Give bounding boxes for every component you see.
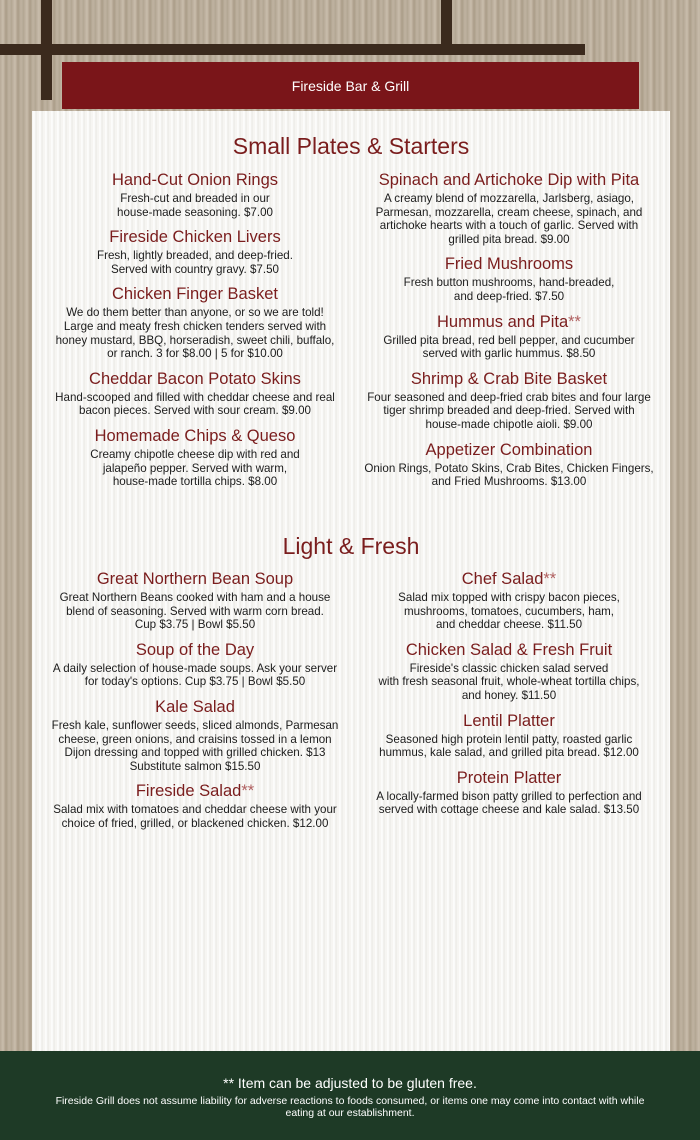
menu-item-name: Protein Platter	[456, 768, 562, 787]
menu-item-description: Fresh button mushrooms, hand-breaded, and deep-fried. $7.50	[403, 276, 615, 303]
footer	[0, 1051, 700, 1140]
menu-item-description: Hand-scooped and filled with cheddar cheese and real bacon pieces. Served with sour cream. $9.00	[55, 390, 335, 418]
menu-item	[354, 170, 664, 246]
menu-item	[354, 640, 664, 703]
menu-item-description: Four seasoned and deep-fried crab bites and four large tiger shrimp breaded and deep-fried. Served with house-made chipotle aioli. $9.00	[367, 390, 651, 431]
menu-item-description: Creamy chipotle cheese dip with red and jalapeño pepper. Served with warm, house-made tortilla chips. $8.00	[90, 447, 300, 489]
menu-item-description: Seasoned high protein lentil patty, roasted garlic hummus, kale salad, and grilled pita bread. $12.00	[379, 732, 639, 760]
menu-item-description: Great Northern Beans cooked with ham and a house blend of seasoning. Served with warm corn bread. Cup $3.75 | Bowl $5.50	[59, 591, 331, 632]
menu-item-description: Salad mix topped with crispy bacon pieces, mushrooms, tomatoes, cucumbers, ham, and cheddar cheese. $11.50	[398, 591, 620, 632]
menu-item-description: Fresh, lightly breaded, and deep-fried. Served with country gravy. $7.50	[97, 249, 293, 276]
menu-item-name: Spinach and Artichoke Dip with Pita	[378, 171, 640, 189]
menu-item-description: Onion Rings, Potato Skins, Crab Bites, Chicken Fingers, and Fried Mushrooms. $13.00	[364, 461, 654, 489]
menu-item-name: Lentil Platter	[463, 711, 555, 730]
menu-item	[40, 284, 350, 360]
liability-disclaimer: Fireside Grill does not assume liability for adverse reactions to foods consumed, or items one may come into contact with while eating at our establishment.	[55, 1095, 645, 1119]
wood-beam-vertical-right	[441, 0, 452, 48]
light-fresh-right-column	[354, 569, 664, 825]
menu-item-name: Soup of the Day	[135, 640, 255, 659]
menu-item-name: Fireside Chicken Livers	[109, 228, 281, 247]
menu-item-name: Shrimp & Crab Bite Basket	[410, 369, 608, 388]
menu-item-description: Fresh-cut and breaded in our house-made seasoning. $7.00	[117, 192, 273, 219]
menu-item	[40, 369, 350, 418]
small-plates-right-column	[354, 170, 664, 497]
menu-item	[40, 227, 350, 276]
restaurant-name: Fireside Bar & Grill	[291, 77, 410, 94]
menu-item-name: Appetizer Combination	[425, 440, 593, 459]
menu-item	[354, 369, 664, 432]
menu-item	[40, 426, 350, 489]
menu-item-description: A creamy blend of mozzarella, Jarlsberg, asiago, Parmesan, mozzarella, cream cheese, spinach, and artichoke hearts with a touch of garlic. Served with grilled pita bread. $9.00	[375, 192, 643, 246]
menu-item-description: We do them better than anyone, or so we are told! Large and meaty fresh chicken tenders served with honey mustard, BBQ, horseradish, sweet chili, buffalo, or ranch. 3 for $8.00 | 5 for $10.00	[55, 306, 335, 361]
gluten-free-note: ** Item can be adjusted to be gluten free.	[223, 1075, 477, 1091]
light-fresh-left-column	[40, 569, 350, 839]
menu-item-name: Hummus and Pita**	[437, 312, 581, 331]
menu-item-name: Great Northern Bean Soup	[96, 570, 294, 588]
menu-item-name: Fried Mushrooms	[444, 255, 574, 274]
menu-item-description: A locally-farmed bison patty grilled to perfection and served with cottage cheese and kale salad. $13.50	[376, 789, 642, 817]
restaurant-name-banner	[62, 62, 639, 109]
menu-item	[354, 768, 664, 817]
menu-item-name: Chicken Salad & Fresh Fruit	[405, 640, 613, 659]
menu-item	[354, 569, 664, 632]
menu-item	[354, 312, 664, 361]
menu-item	[40, 640, 350, 689]
menu-item-name: Chef Salad**	[461, 570, 557, 588]
menu-paper	[32, 111, 670, 1051]
section-title-small-plates: Small Plates & Starters	[232, 133, 470, 159]
menu-item-description: Grilled pita bread, red bell pepper, and cucumber served with garlic hummus. $8.50	[383, 333, 635, 361]
menu-item-description: A daily selection of house-made soups. Ask your server for today's options. Cup $3.75 | Bowl $5.50	[52, 661, 338, 689]
menu-item	[40, 170, 350, 219]
menu-item-name: Kale Salad	[155, 697, 235, 716]
menu-item-name: Fireside Salad**	[135, 782, 255, 801]
menu-item-name: Cheddar Bacon Potato Skins	[89, 369, 301, 388]
wood-beam-horizontal	[0, 44, 585, 55]
section-title-light-fresh: Light & Fresh	[282, 533, 420, 559]
small-plates-left-column	[40, 170, 350, 497]
menu-item	[354, 711, 664, 760]
menu-item-description: Fireside's classic chicken salad served with fresh seasonal fruit, whole-wheat tortilla chips, and honey. $11.50	[378, 661, 640, 702]
menu-item	[354, 440, 664, 489]
menu-item-name: Chicken Finger Basket	[112, 285, 278, 304]
menu-item-name: Homemade Chips & Queso	[94, 426, 296, 445]
menu-item	[40, 569, 350, 632]
wood-beam-vertical-left	[41, 0, 52, 100]
menu-item-description: Fresh kale, sunflower seeds, sliced almonds, Parmesan cheese, green onions, and craisins tossed in a lemon Dijon dressing and topped with grilled chicken. $13 Substitute salmon $15.50	[51, 718, 339, 773]
menu-item	[40, 697, 350, 773]
menu-item-description: Salad mix with tomatoes and cheddar cheese with your choice of fried, grilled, or blackened chicken. $12.00	[53, 803, 337, 830]
menu-item	[40, 781, 350, 830]
menu-item-name: Hand-Cut Onion Rings	[112, 171, 278, 189]
menu-item	[354, 254, 664, 303]
